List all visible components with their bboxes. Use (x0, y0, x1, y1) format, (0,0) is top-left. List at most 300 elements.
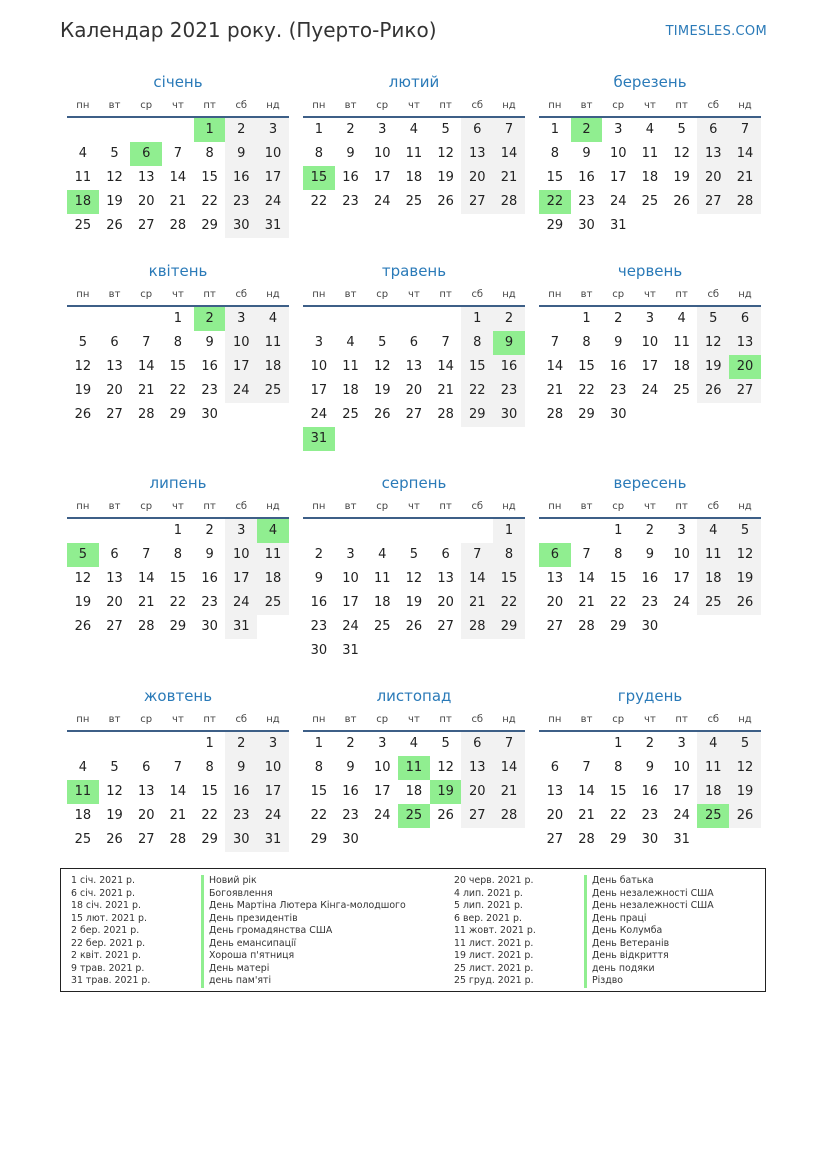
day-cell: 7 (582, 547, 591, 562)
weekday-label: пн (548, 100, 562, 111)
day-cell: 20 (461, 166, 493, 190)
day-cell: 23 (225, 804, 257, 828)
weekday-label: ср (376, 289, 389, 300)
month-9 (539, 469, 761, 639)
month-4 (67, 257, 289, 427)
legend-holiday-name: День емансипації (201, 938, 296, 951)
day-cell: 25 (405, 194, 423, 209)
day-cell: 1 (205, 736, 214, 751)
day-cell: 26 (405, 619, 423, 634)
weekday-label: чт (408, 501, 420, 512)
empty-cell (162, 732, 194, 756)
weekday-label: ср (140, 501, 153, 512)
day-cell: 6 (729, 307, 761, 331)
weekday-header (67, 497, 289, 519)
day-cell: 1 (173, 311, 183, 326)
weekday-label: вт (580, 289, 593, 300)
empty-cell (130, 519, 162, 543)
day-cell: 9 (346, 760, 355, 775)
weekday-header (303, 710, 525, 732)
day-cell: 31 (342, 643, 359, 658)
legend-holiday-name: день пам'яті (201, 975, 271, 988)
weekday-header (539, 710, 761, 732)
day-cell: 19 (729, 780, 761, 804)
day-cell: 17 (257, 166, 289, 190)
day-cell: 24 (373, 808, 391, 823)
day-cell: 17 (225, 567, 257, 591)
weekday-label: пт (675, 501, 688, 512)
day-cell: 21 (137, 595, 155, 610)
day-cell: 15 (578, 359, 595, 374)
day-cell: 5 (729, 732, 761, 756)
weekday-label: сб (471, 100, 484, 111)
day-cell: 21 (169, 808, 187, 823)
day-cell: 6 (441, 547, 450, 562)
empty-cell (539, 307, 571, 331)
day-cell: 12 (697, 331, 729, 355)
weekday-label: сб (235, 289, 248, 300)
day-cell: 2 (614, 311, 623, 326)
holiday-day-cell: 5 (67, 543, 99, 567)
empty-cell (366, 519, 398, 543)
empty-cell (366, 307, 398, 331)
holiday-day-cell: 2 (194, 307, 226, 331)
weekday-label: пн (312, 100, 326, 111)
day-cell: 24 (342, 619, 359, 634)
weekday-label: вт (580, 501, 593, 512)
day-cell: 31 (225, 615, 257, 639)
day-cell: 27 (546, 832, 564, 847)
empty-cell (130, 307, 162, 331)
day-cell: 23 (310, 619, 328, 634)
page-title: Календар 2021 року. (Пуерто-Рико) (60, 18, 437, 42)
legend-holiday-name: день подяки (584, 963, 655, 976)
day-cell: 20 (437, 595, 454, 610)
holiday-day-cell: 25 (398, 804, 430, 828)
day-cell: 22 (201, 808, 218, 823)
day-cell: 20 (106, 383, 123, 398)
day-cell: 28 (169, 218, 187, 233)
weekday-label: ср (140, 289, 153, 300)
day-cell: 20 (461, 780, 493, 804)
weekday-label: пн (76, 289, 90, 300)
day-cell: 8 (493, 543, 525, 567)
day-cell: 2 (645, 736, 655, 751)
day-cell: 27 (461, 804, 493, 828)
day-cell: 22 (201, 194, 218, 209)
day-cell: 8 (314, 146, 323, 161)
holiday-day-cell: 2 (571, 118, 603, 142)
empty-cell (130, 732, 162, 756)
day-cell: 8 (614, 760, 623, 775)
weekday-header (67, 710, 289, 732)
day-cell: 25 (697, 591, 729, 615)
day-cell: 29 (609, 832, 627, 847)
day-cell: 18 (257, 567, 289, 591)
empty-cell (99, 732, 131, 756)
day-cell: 1 (314, 736, 323, 751)
days-grid (67, 519, 289, 639)
weekday-label: нд (266, 289, 280, 300)
weekday-label: нд (502, 714, 516, 725)
weekday-label: пт (439, 100, 452, 111)
days-grid (67, 307, 289, 427)
month-name: червень (617, 262, 683, 280)
holiday-day-cell: 19 (430, 780, 462, 804)
day-cell: 8 (582, 335, 591, 350)
month-name: березень (613, 73, 687, 91)
day-cell: 14 (137, 359, 155, 374)
day-cell: 15 (201, 784, 218, 799)
day-cell: 26 (74, 619, 92, 634)
day-cell: 3 (314, 335, 323, 350)
day-cell: 18 (697, 567, 729, 591)
day-cell: 13 (405, 359, 423, 374)
day-cell: 16 (310, 595, 328, 610)
day-cell: 18 (673, 359, 690, 374)
day-cell: 8 (461, 331, 493, 355)
day-cell: 9 (205, 335, 214, 350)
weekday-label: сб (471, 714, 484, 725)
day-cell: 17 (609, 170, 627, 185)
weekday-label: сб (471, 501, 484, 512)
day-cell: 26 (106, 218, 123, 233)
day-cell: 13 (546, 784, 564, 799)
day-cell: 27 (106, 619, 123, 634)
day-cell: 22 (578, 383, 595, 398)
day-cell: 28 (578, 832, 595, 847)
legend-date: 31 трав. 2021 р. (71, 975, 151, 986)
legend-date: 2 бер. 2021 р. (71, 925, 140, 936)
day-cell: 24 (257, 804, 289, 828)
day-cell: 11 (641, 146, 659, 161)
day-cell: 7 (173, 146, 183, 161)
weekday-label: пт (203, 289, 216, 300)
day-cell: 13 (137, 784, 155, 799)
day-cell: 9 (582, 146, 591, 161)
day-cell: 9 (614, 335, 623, 350)
weekday-label: пт (439, 501, 452, 512)
day-cell: 12 (106, 784, 123, 799)
day-cell: 17 (257, 780, 289, 804)
legend-date: 25 лист. 2021 р. (454, 962, 534, 974)
empty-cell (67, 732, 99, 756)
legend-holiday-name: День Мартіна Лютера Кінга-молодшого (201, 900, 406, 913)
weekday-label: сб (707, 100, 720, 111)
legend-date: 11 лист. 2021 р. (454, 937, 534, 949)
empty-cell (335, 307, 367, 331)
weekday-label: пн (76, 501, 90, 512)
holiday-day-cell: 25 (697, 804, 729, 828)
weekday-label: сб (235, 714, 248, 725)
day-cell: 27 (729, 379, 761, 403)
day-cell: 31 (609, 218, 627, 233)
day-cell: 10 (257, 142, 289, 166)
empty-cell (571, 732, 603, 756)
day-cell: 24 (225, 379, 257, 403)
day-cell: 1 (550, 122, 559, 137)
day-cell: 7 (461, 543, 493, 567)
day-cell: 19 (697, 355, 729, 379)
holiday-day-cell: 15 (303, 166, 335, 190)
day-cell: 4 (409, 736, 419, 751)
day-cell: 25 (673, 383, 690, 398)
day-cell: 21 (137, 383, 155, 398)
day-cell: 11 (405, 146, 423, 161)
legend-holiday-name: День незалежності США (584, 900, 714, 913)
day-cell: 28 (137, 619, 155, 634)
day-cell: 12 (373, 359, 391, 374)
day-cell: 10 (225, 543, 257, 567)
day-cell: 30 (201, 407, 218, 422)
day-cell: 22 (609, 808, 627, 823)
weekday-label: чт (172, 289, 184, 300)
weekday-label: пт (675, 289, 688, 300)
month-name: серпень (381, 474, 447, 492)
day-cell: 28 (493, 804, 525, 828)
month-10 (67, 682, 289, 852)
day-cell: 20 (137, 808, 155, 823)
day-cell: 10 (342, 571, 359, 586)
day-cell: 27 (106, 407, 123, 422)
day-cell: 16 (641, 571, 659, 586)
day-cell: 6 (461, 118, 493, 142)
month-name: вересень (613, 474, 687, 492)
month-name: січень (153, 73, 203, 91)
day-cell: 22 (310, 808, 328, 823)
day-cell: 23 (641, 595, 659, 610)
day-cell: 30 (578, 218, 595, 233)
day-cell: 7 (493, 118, 525, 142)
empty-cell (398, 519, 430, 543)
month-name: грудень (617, 687, 683, 705)
weekday-label: пн (76, 100, 90, 111)
empty-cell (67, 519, 99, 543)
empty-cell (99, 118, 131, 142)
month-1 (67, 68, 289, 238)
day-cell: 11 (257, 543, 289, 567)
empty-cell (162, 118, 194, 142)
weekday-label: чт (644, 714, 656, 725)
day-cell: 16 (578, 170, 595, 185)
empty-cell (571, 519, 603, 543)
day-cell: 19 (405, 595, 423, 610)
day-cell: 29 (169, 619, 187, 634)
empty-cell (130, 118, 162, 142)
site-link[interactable]: TIMESLES.COM (665, 24, 767, 39)
day-cell: 6 (550, 760, 559, 775)
day-cell: 20 (546, 808, 564, 823)
day-cell: 23 (641, 808, 659, 823)
day-cell: 19 (106, 194, 123, 209)
weekday-label: нд (502, 501, 516, 512)
day-cell: 30 (493, 403, 525, 427)
day-cell: 12 (74, 571, 92, 586)
weekday-label: пт (675, 100, 688, 111)
day-cell: 14 (461, 567, 493, 591)
day-cell: 16 (342, 170, 359, 185)
day-cell: 1 (493, 519, 525, 543)
weekday-label: пн (548, 289, 562, 300)
legend-holiday-name: Різдво (584, 975, 623, 988)
days-grid (303, 307, 525, 451)
weekday-label: вт (344, 100, 357, 111)
day-cell: 27 (437, 619, 454, 634)
day-cell: 16 (342, 784, 359, 799)
day-cell: 11 (342, 359, 359, 374)
day-cell: 19 (729, 567, 761, 591)
day-cell: 18 (373, 595, 391, 610)
day-cell: 27 (137, 832, 155, 847)
weekday-label: сб (471, 289, 484, 300)
legend-date: 20 черв. 2021 р. (454, 875, 534, 886)
day-cell: 8 (550, 146, 559, 161)
day-cell: 3 (378, 736, 387, 751)
day-cell: 14 (137, 571, 155, 586)
weekday-label: ср (612, 501, 625, 512)
legend-date: 1 січ. 2021 р. (71, 875, 135, 886)
day-cell: 4 (697, 519, 729, 543)
day-cell: 26 (437, 194, 454, 209)
weekday-label: нд (738, 501, 752, 512)
day-cell: 26 (697, 379, 729, 403)
day-cell: 14 (578, 571, 595, 586)
legend-holiday-name: День відкриття (584, 950, 669, 963)
day-cell: 11 (74, 170, 92, 185)
day-cell: 9 (225, 142, 257, 166)
day-cell: 11 (673, 335, 690, 350)
legend-date: 11 жовт. 2021 р. (454, 925, 536, 936)
day-cell: 25 (342, 407, 359, 422)
day-cell: 23 (342, 808, 359, 823)
day-cell: 6 (697, 118, 729, 142)
day-cell: 9 (205, 547, 214, 562)
empty-cell (99, 307, 131, 331)
day-cell: 27 (697, 190, 729, 214)
weekday-label: вт (344, 501, 357, 512)
day-cell: 19 (437, 170, 454, 185)
day-cell: 12 (437, 760, 454, 775)
day-cell: 24 (257, 190, 289, 214)
day-cell: 13 (697, 142, 729, 166)
day-cell: 25 (373, 619, 391, 634)
day-cell: 30 (342, 832, 359, 847)
day-cell: 23 (493, 379, 525, 403)
weekday-label: нд (266, 501, 280, 512)
day-cell: 5 (409, 547, 419, 562)
day-cell: 16 (201, 571, 218, 586)
weekday-label: нд (502, 289, 516, 300)
day-cell: 29 (546, 218, 564, 233)
day-cell: 24 (225, 591, 257, 615)
day-cell: 4 (257, 307, 289, 331)
day-cell: 7 (142, 335, 151, 350)
day-cell: 12 (106, 170, 123, 185)
empty-cell (99, 519, 131, 543)
legend-holiday-name: День громадянства США (201, 925, 332, 938)
legend-date: 2 квіт. 2021 р. (71, 950, 141, 961)
holiday-day-cell: 9 (493, 331, 525, 355)
empty-cell (539, 519, 571, 543)
month-12 (539, 682, 761, 852)
day-cell: 26 (74, 407, 92, 422)
day-cell: 17 (225, 355, 257, 379)
day-cell: 6 (110, 547, 119, 562)
day-cell: 30 (641, 619, 659, 634)
month-name: липень (149, 474, 207, 492)
day-cell: 17 (673, 571, 690, 586)
day-cell: 18 (342, 383, 359, 398)
day-cell: 26 (437, 808, 454, 823)
day-cell: 19 (673, 170, 690, 185)
day-cell: 22 (609, 595, 627, 610)
day-cell: 24 (673, 808, 690, 823)
legend-date: 9 трав. 2021 р. (71, 962, 145, 974)
day-cell: 3 (225, 307, 257, 331)
day-cell: 26 (673, 194, 690, 209)
day-cell: 22 (493, 591, 525, 615)
weekday-label: ср (376, 100, 389, 111)
day-cell: 26 (373, 407, 391, 422)
days-grid (303, 118, 525, 214)
day-cell: 1 (461, 307, 493, 331)
day-cell: 12 (673, 146, 690, 161)
day-cell: 7 (729, 118, 761, 142)
day-cell: 6 (142, 760, 151, 775)
empty-cell (335, 519, 367, 543)
day-cell: 6 (461, 732, 493, 756)
weekday-label: ср (612, 100, 625, 111)
holiday-day-cell: 6 (539, 543, 571, 567)
legend-holiday-name: День президентів (201, 913, 298, 926)
day-cell: 5 (697, 307, 729, 331)
holiday-day-cell: 1 (194, 118, 226, 142)
month-name: листопад (376, 687, 452, 705)
month-6 (539, 257, 761, 427)
legend-holiday-name: День незалежності США (584, 888, 714, 901)
day-cell: 11 (697, 756, 729, 780)
day-cell: 31 (673, 832, 690, 847)
day-cell: 20 (546, 595, 564, 610)
weekday-label: чт (408, 714, 420, 725)
day-cell: 28 (729, 190, 761, 214)
day-cell: 28 (437, 407, 454, 422)
weekday-label: пн (548, 714, 562, 725)
day-cell: 20 (106, 595, 123, 610)
weekday-label: нд (266, 100, 280, 111)
day-cell: 1 (614, 523, 623, 538)
days-grid (67, 732, 289, 852)
weekday-label: пт (439, 714, 452, 725)
day-cell: 12 (729, 756, 761, 780)
day-cell: 23 (609, 383, 627, 398)
weekday-label: нд (266, 714, 280, 725)
days-grid (539, 307, 761, 427)
legend-date: 15 лют. 2021 р. (71, 912, 147, 924)
weekday-label: вт (580, 714, 593, 725)
days-grid (67, 118, 289, 238)
day-cell: 15 (493, 567, 525, 591)
day-cell: 25 (74, 218, 92, 233)
day-cell: 8 (614, 547, 623, 562)
day-cell: 2 (645, 523, 655, 538)
day-cell: 3 (645, 311, 655, 326)
weekday-label: чт (644, 100, 656, 111)
legend-date: 6 січ. 2021 р. (71, 887, 135, 899)
empty-cell (398, 307, 430, 331)
day-cell: 3 (225, 519, 257, 543)
day-cell: 16 (225, 780, 257, 804)
